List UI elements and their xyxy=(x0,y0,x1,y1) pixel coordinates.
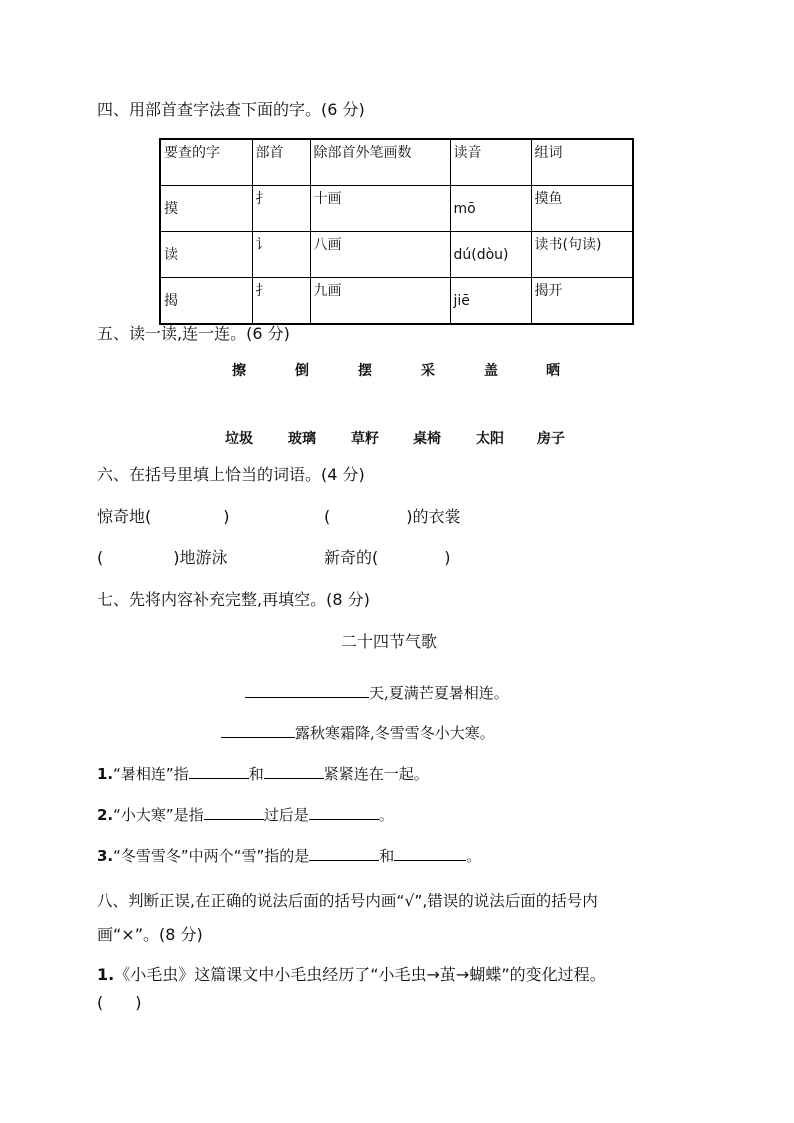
answer-blank[interactable] xyxy=(189,763,249,779)
table-row xyxy=(160,232,633,278)
answer-blank[interactable] xyxy=(309,845,379,861)
fill-item xyxy=(324,507,461,527)
table-header-cell: 要查的字 xyxy=(160,139,252,186)
fill-item-open: 新奇的( xyxy=(324,548,379,567)
match-noun: 草籽 xyxy=(351,431,379,447)
fill-item-open: 惊奇地( xyxy=(97,507,152,526)
table-cell: dú(dòu) xyxy=(450,232,531,278)
table-row xyxy=(160,278,633,325)
answer-blank[interactable] xyxy=(394,845,466,861)
question-number: 1. xyxy=(97,765,114,783)
question-7-1 xyxy=(97,763,429,784)
table-cell: 扌 xyxy=(252,186,310,232)
question-7-2 xyxy=(97,804,394,825)
question-text: “暑相连”指 xyxy=(113,765,189,783)
fill-item xyxy=(97,507,230,527)
table-cell: mō xyxy=(450,186,531,232)
table-cell: 揭 xyxy=(160,278,252,325)
table-cell: 摸鱼 xyxy=(531,186,633,232)
poem-blank[interactable] xyxy=(245,682,369,698)
match-noun: 玻璃 xyxy=(288,431,316,447)
fill-item-close: ) xyxy=(444,548,451,567)
table-cell: jiē xyxy=(450,278,531,325)
question-text: 。 xyxy=(466,847,482,865)
question-text: 《小毛虫》这篇课文中小毛虫经历了“小毛虫→茧→蝴蝶”的变化过程。 xyxy=(114,965,606,984)
match-noun: 房子 xyxy=(537,431,565,447)
question-7-3 xyxy=(97,845,481,866)
fill-item-close: )的衣裳 xyxy=(406,507,461,526)
question-text: “小大寒”是指 xyxy=(113,806,204,824)
match-verb: 晒 xyxy=(546,363,560,379)
table-cell: 十画 xyxy=(310,186,450,232)
question-8-1 xyxy=(97,965,606,985)
section-5-heading: 五、读一读,连一连。(6 分) xyxy=(97,324,290,343)
match-noun: 垃圾 xyxy=(225,431,253,447)
poem-line-1 xyxy=(245,682,509,703)
fill-item-close: )地游泳 xyxy=(173,548,228,567)
fill-item-open: ( xyxy=(324,507,331,526)
match-noun: 太阳 xyxy=(476,431,504,447)
section-8-heading: 八、判断正误,在正确的说法后面的括号内画“√”,错误的说法后面的括号内 xyxy=(97,892,598,910)
table-cell: 摸 xyxy=(160,186,252,232)
table-cell: 读 xyxy=(160,232,252,278)
poem-blank[interactable] xyxy=(221,722,295,738)
question-text: 紧紧连在一起。 xyxy=(323,765,429,783)
table-header-row xyxy=(160,139,633,186)
question-text: 和 xyxy=(379,847,395,865)
table-cell: 扌 xyxy=(252,278,310,325)
match-noun: 桌椅 xyxy=(413,431,441,447)
section-8-heading-cont: 画“×”。(8 分) xyxy=(97,925,203,944)
table-cell: 讠 xyxy=(252,232,310,278)
fill-item xyxy=(324,548,451,568)
question-number: 3. xyxy=(97,847,114,865)
table-cell: 九画 xyxy=(310,278,450,325)
poem-line-2 xyxy=(221,722,495,743)
answer-parentheses[interactable]: ( ) xyxy=(97,993,142,1012)
match-verb: 摆 xyxy=(358,363,372,379)
match-verb: 盖 xyxy=(484,363,498,379)
question-text: 。 xyxy=(378,806,394,824)
answer-blank[interactable] xyxy=(309,804,379,820)
table-header-cell: 读音 xyxy=(450,139,531,186)
table-header-cell: 部首 xyxy=(252,139,310,186)
answer-blank[interactable] xyxy=(204,804,264,820)
radical-lookup-table xyxy=(159,138,634,325)
question-text: 和 xyxy=(248,765,264,783)
fill-item xyxy=(97,548,228,568)
question-number: 2. xyxy=(97,806,114,824)
table-cell: 读书(句读) xyxy=(531,232,633,278)
match-verb: 擦 xyxy=(232,363,246,379)
table-cell: 八画 xyxy=(310,232,450,278)
table-cell: 揭开 xyxy=(531,278,633,325)
poem-line-text: 露秋寒霜降,冬雪雪冬小大寒。 xyxy=(295,724,495,742)
fill-item-close: ) xyxy=(223,507,230,526)
match-verb: 采 xyxy=(421,363,435,379)
table-row xyxy=(160,186,633,232)
section-6-heading: 六、在括号里填上恰当的词语。(4 分) xyxy=(97,465,365,484)
question-text: 过后是 xyxy=(263,806,309,824)
match-verb: 倒 xyxy=(295,363,309,379)
section-7-heading: 七、先将内容补充完整,再填空。(8 分) xyxy=(97,590,370,609)
question-number: 1. xyxy=(97,965,115,984)
section-4-heading: 四、用部首查字法查下面的字。(6 分) xyxy=(97,100,365,119)
fill-item-open: ( xyxy=(97,548,104,567)
poem-title: 二十四节气歌 xyxy=(341,632,438,651)
answer-blank[interactable] xyxy=(264,763,324,779)
table-header-cell: 组词 xyxy=(531,139,633,186)
question-text: “冬雪雪冬”中两个“雪”指的是 xyxy=(113,847,310,865)
poem-line-text: 天,夏满芒夏暑相连。 xyxy=(369,684,509,702)
table-header-cell: 除部首外笔画数 xyxy=(310,139,450,186)
